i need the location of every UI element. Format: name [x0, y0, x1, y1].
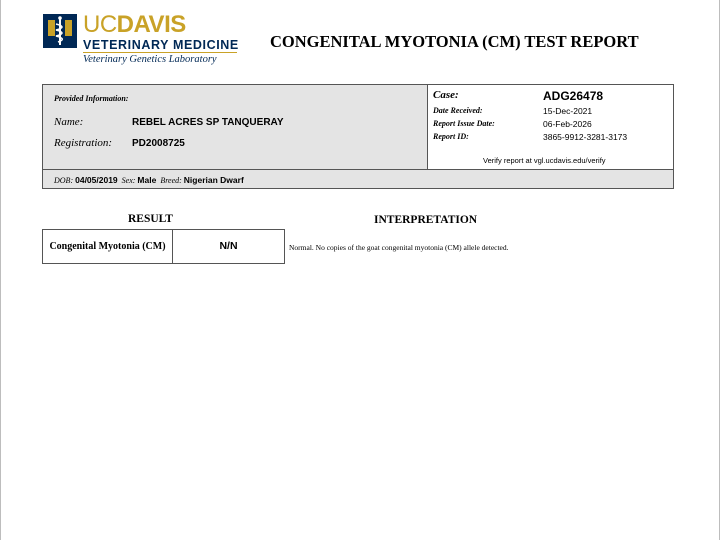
animal-name: REBEL ACRES SP TANQUERAY — [132, 117, 284, 128]
date-received-label: Date Received: — [433, 106, 483, 115]
date-received: 15-Dec-2021 — [543, 106, 593, 116]
case-id: ADG26478 — [543, 89, 604, 103]
dob-label: DOB: — [54, 176, 74, 185]
logo-lab-name: Veterinary Genetics Laboratory — [83, 54, 217, 65]
result-table — [42, 229, 285, 264]
name-label: Name: — [54, 116, 84, 128]
result-heading: RESULT — [128, 213, 173, 225]
page-edge — [0, 0, 1, 540]
test-name: Congenital Myotonia (CM) — [43, 230, 173, 263]
genotype-result: N/N — [219, 240, 238, 252]
dob-value: 04/05/2019 — [75, 175, 118, 185]
logo-wordmark: UCDAVIS — [83, 11, 186, 38]
interpretation-text: Normal. No copies of the goat congenital myotonia (CM) allele detected. — [289, 243, 509, 252]
registration-label: Registration: — [54, 137, 113, 149]
case-info-box — [42, 84, 674, 189]
sex-value: Male — [137, 175, 157, 185]
case-label: Case: — [433, 89, 459, 101]
issue-date-label: Report Issue Date: — [433, 119, 495, 128]
registration-number: PD2008725 — [132, 138, 185, 149]
logo-school: VETERINARY MEDICINE — [83, 38, 239, 52]
report-title: CONGENITAL MYOTONIA (CM) TEST REPORT — [270, 32, 639, 51]
animal-details — [54, 175, 244, 185]
report-id-label: Report ID: — [433, 132, 469, 141]
animal-details-bar — [43, 169, 673, 188]
ucdavis-vetmed-logo — [43, 11, 243, 68]
report-id: 3865-9912-3281-3173 — [543, 132, 628, 142]
verify-link[interactable]: Verify report at vgl.ucdavis.edu/verify — [483, 156, 606, 165]
interpretation-heading: INTERPRETATION — [374, 214, 478, 226]
breed-value: Nigerian Dwarf — [183, 175, 244, 185]
sex-label: Sex: — [121, 176, 136, 185]
breed-label: Breed: — [160, 176, 182, 185]
provided-info-panel — [43, 85, 428, 169]
provided-info-heading: Provided Information: — [54, 94, 129, 103]
issue-date: 06-Feb-2026 — [543, 119, 592, 129]
caduceus-icon — [43, 14, 77, 48]
